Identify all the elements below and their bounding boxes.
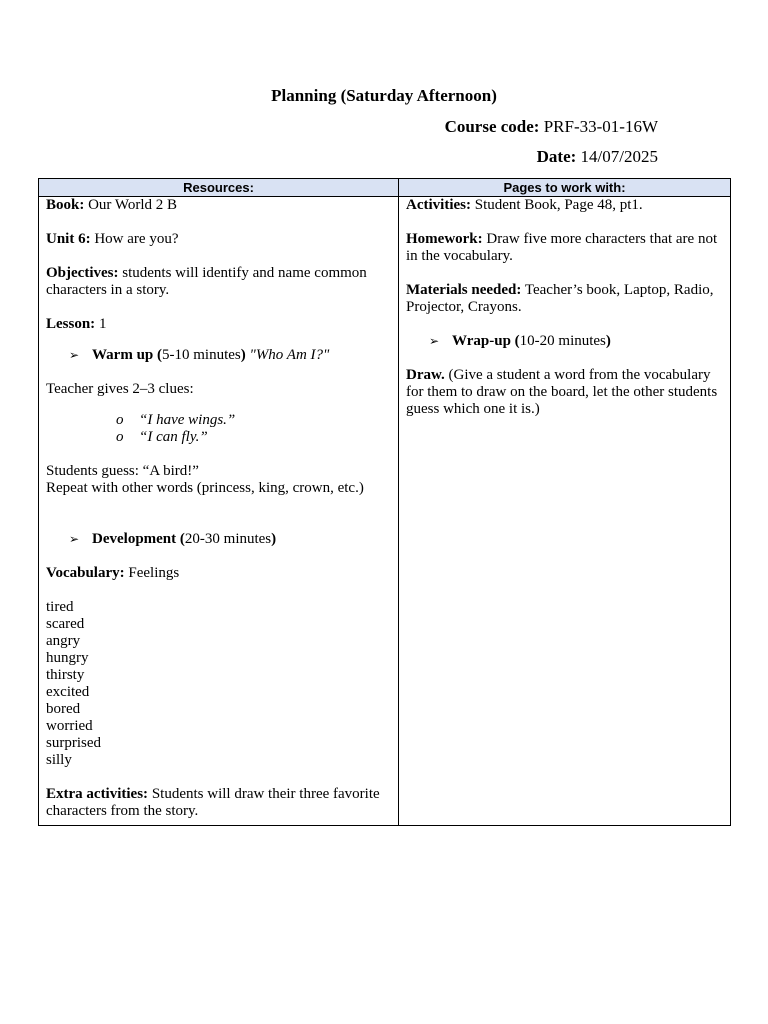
- book-value: Our World 2 B: [88, 197, 178, 213]
- table-header-row: [39, 179, 731, 197]
- guess-line: Students guess: “A bird!”: [46, 463, 199, 479]
- development-close: ): [271, 531, 277, 547]
- homework-line: [406, 231, 724, 265]
- extra-activities-label: Extra activities:: [46, 786, 149, 802]
- lesson-line: [46, 316, 392, 333]
- draw-label: Draw.: [406, 367, 445, 383]
- planning-table: [38, 178, 731, 826]
- warmup-label: Warm up (: [92, 347, 163, 363]
- objectives-value: students will identify and name common characters in a story.: [46, 265, 367, 298]
- warmup-activity: "Who Am I?": [249, 347, 330, 363]
- materials-line: [406, 282, 724, 316]
- objectives-line: [46, 265, 392, 299]
- wrapup-time: 10-20 minutes: [519, 333, 606, 349]
- list-item: [116, 412, 392, 429]
- list-item: bored: [46, 701, 81, 717]
- book-line: [46, 197, 392, 214]
- arrow-bullet-icon: ➢: [69, 348, 80, 362]
- arrow-bullet-icon: ➢: [429, 334, 440, 348]
- extra-activities-line: [46, 786, 392, 820]
- materials-value: Teacher’s book, Laptop, Radio, Projector, Crayons.: [406, 282, 714, 315]
- resources-cell: [39, 197, 399, 826]
- list-item: [116, 429, 392, 446]
- list-item: worried: [46, 718, 93, 734]
- date: [537, 147, 658, 167]
- clue-text: “I have wings.”: [139, 412, 236, 428]
- circle-bullet-icon: o: [116, 429, 124, 445]
- header-resources: Resources:: [39, 179, 399, 197]
- list-item: excited: [46, 684, 90, 700]
- homework-value: Draw five more characters that are not in the vocabulary.: [406, 231, 718, 264]
- vocabulary-value: Feelings: [128, 565, 180, 581]
- unit-label: Unit 6:: [46, 231, 91, 247]
- lesson-value: 1: [98, 316, 107, 332]
- activities-line: [406, 197, 724, 214]
- list-item: hungry: [46, 650, 89, 666]
- objectives-label: Objectives:: [46, 265, 119, 281]
- unit-value: How are you?: [94, 231, 179, 247]
- list-item: silly: [46, 752, 72, 768]
- development-label: Development (: [92, 531, 185, 547]
- table-row: [39, 197, 731, 826]
- pages-cell: [399, 197, 731, 826]
- development-time: 20-30 minutes: [184, 531, 272, 547]
- list-item: tired: [46, 599, 74, 615]
- development-heading: [69, 531, 392, 548]
- materials-label: Materials needed:: [406, 282, 522, 298]
- repeat-line: Repeat with other words (princess, king, crown, etc.): [46, 480, 364, 496]
- activities-label: Activities:: [406, 197, 471, 213]
- clues-list: [116, 412, 392, 446]
- draw-line: [406, 367, 724, 418]
- circle-bullet-icon: o: [116, 412, 124, 428]
- lesson-label: Lesson:: [46, 316, 96, 332]
- list-item: angry: [46, 633, 81, 649]
- list-item: scared: [46, 616, 85, 632]
- date-label: Date:: [536, 147, 577, 166]
- warmup-time: 5-10 minutes: [162, 347, 241, 363]
- vocabulary-line: [46, 565, 392, 582]
- course-code-label: Course code:: [444, 117, 540, 136]
- arrow-bullet-icon: ➢: [69, 532, 80, 546]
- warmup-heading: [69, 347, 392, 364]
- header-pages: Pages to work with:: [399, 179, 731, 197]
- wrapup-label: Wrap-up (: [452, 333, 520, 349]
- unit-line: [46, 231, 392, 248]
- vocabulary-list: [46, 599, 392, 769]
- warmup-close: ): [240, 347, 246, 363]
- course-code: [445, 117, 658, 137]
- book-label: Book:: [46, 197, 85, 213]
- draw-value: (Give a student a word from the vocabulary for them to draw on the board, let the other students guess which one it is.): [406, 367, 718, 417]
- wrapup-close: ): [605, 333, 611, 349]
- extra-activities-value: Students will draw their three favorite characters from the story.: [46, 786, 380, 819]
- date-value: 14/07/2025: [580, 147, 658, 166]
- wrapup-heading: [429, 333, 724, 350]
- page-title: Planning (Saturday Afternoon): [271, 86, 497, 105]
- homework-label: Homework:: [406, 231, 483, 247]
- list-item: surprised: [46, 735, 101, 751]
- course-code-value: PRF-33-01-16W: [543, 117, 658, 136]
- clues-intro: Teacher gives 2–3 clues:: [46, 381, 194, 397]
- activities-value: Student Book, Page 48, pt1.: [474, 197, 643, 213]
- list-item: thirsty: [46, 667, 85, 683]
- clue-text: “I can fly.”: [139, 429, 208, 445]
- vocabulary-label: Vocabulary:: [46, 565, 125, 581]
